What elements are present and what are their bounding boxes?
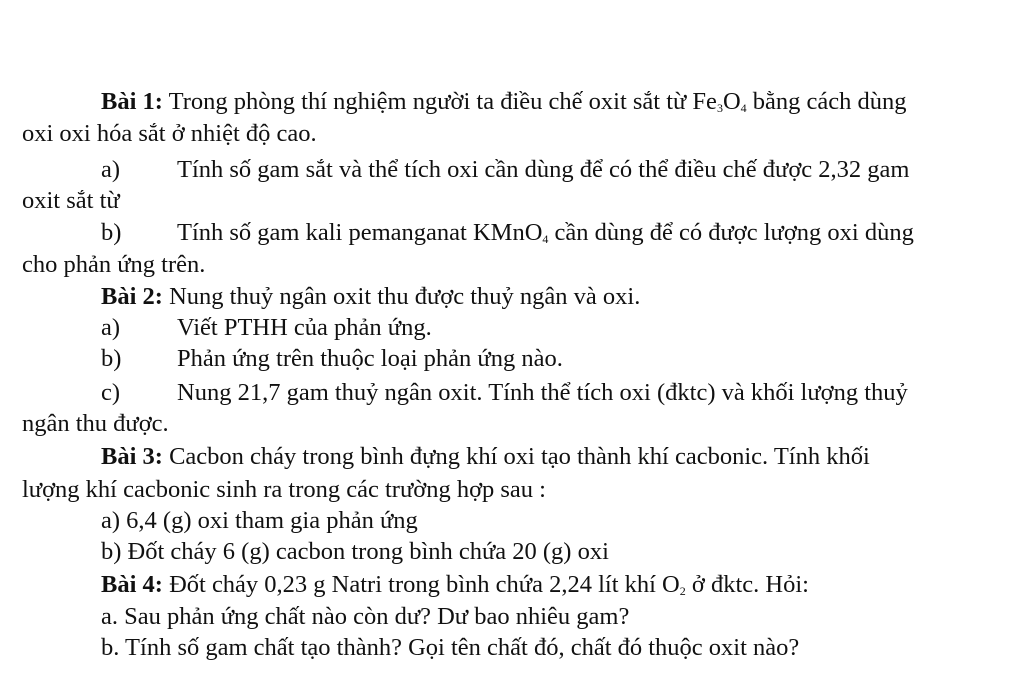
item-text: Phản ứng trên thuộc loại phản ứng nào.: [177, 345, 563, 372]
bai3-title: Bài 3:: [101, 443, 163, 470]
bai1-line2: oxi oxi hóa sắt ở nhiệt độ cao.: [22, 120, 317, 147]
bai2-item-b: [0, 345, 1024, 373]
bai1-text: bằng cách dùng: [746, 88, 907, 115]
bai3-item-b: b) Đốt cháy 6 (g) cacbon trong bình chứa 20 (g) oxi: [101, 538, 609, 565]
bai2-item-c: [0, 379, 1024, 407]
subscript: 4: [542, 232, 549, 246]
bai2-line1: [101, 283, 640, 311]
bai2-item-a: [0, 314, 1024, 342]
subscript: 4: [740, 101, 747, 115]
bai1-line1: [101, 88, 907, 116]
bai4-item-a: a. Sau phản ứng chất nào còn dư? Dư bao nhiêu gam?: [101, 603, 630, 630]
bai4-text: Đốt cháy 0,23 g Natri trong bình chứa 2,24 lít khí O: [162, 571, 680, 598]
item-text-part: Tính số gam kali pemanganat KMnO: [177, 219, 543, 246]
bai4-line1: [101, 571, 809, 599]
bai1-title: Bài 1:: [101, 88, 163, 115]
subscript: 2: [679, 584, 686, 598]
item-label: b): [101, 345, 122, 372]
item-label: c): [101, 379, 121, 406]
item-label: a): [101, 314, 121, 341]
bai2-title: Bài 2:: [101, 283, 163, 310]
subscript: 3: [716, 101, 723, 115]
bai2-item-c-cont: ngân thu được.: [22, 410, 169, 437]
item-text: Tính số gam sắt và thể tích oxi cần dùng để có thể điều chế được 2,32 gam: [177, 156, 910, 183]
item-text: [177, 219, 914, 247]
item-text-part: cần dùng để có được lượng oxi dùng: [548, 219, 914, 246]
item-text: Nung 21,7 gam thuỷ ngân oxit. Tính thể tích oxi (đktc) và khối lượng thuỷ: [177, 379, 908, 406]
bai2-text: Nung thuỷ ngân oxit thu được thuỷ ngân và oxi.: [162, 283, 641, 310]
bai1-text: O: [722, 88, 741, 115]
bai4-item-b: b. Tính số gam chất tạo thành? Gọi tên chất đó, chất đó thuộc oxit nào?: [101, 634, 800, 661]
item-label: a): [101, 156, 121, 183]
bai1-item-b: [0, 219, 1024, 247]
bai3-line1: [101, 443, 870, 471]
bai1-text: Trong phòng thí nghiệm người ta điều chế oxit sắt từ Fe: [162, 88, 717, 115]
item-text: Viết PTHH của phản ứng.: [177, 314, 432, 341]
bai1-item-b-cont: cho phản ứng trên.: [22, 251, 206, 278]
bai4-text: ở đktc. Hỏi:: [685, 571, 809, 598]
bai3-text: Cacbon cháy trong bình đựng khí oxi tạo thành khí cacbonic. Tính khối: [162, 443, 870, 470]
bai3-item-a: a) 6,4 (g) oxi tham gia phản ứng: [101, 507, 418, 534]
bai4-title: Bài 4:: [101, 571, 163, 598]
bai1-item-a-cont: oxit sắt từ: [22, 187, 120, 214]
bai3-line2: lượng khí cacbonic sinh ra trong các trường hợp sau :: [22, 476, 546, 503]
bai1-item-a: [0, 156, 1024, 184]
item-label: b): [101, 219, 122, 246]
